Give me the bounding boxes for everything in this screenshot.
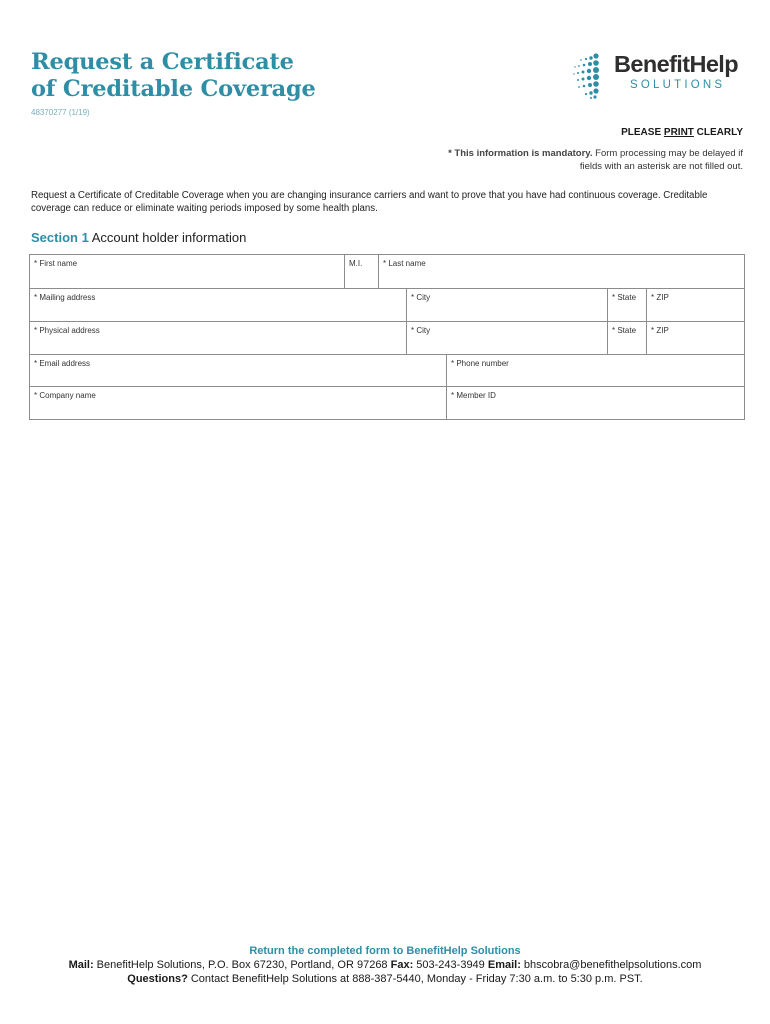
intro-paragraph: Request a Certificate of Creditable Coverage when you are changing insurance carriers and want to prove that you have had continuous coverage. Creditable coverage can reduce or eliminate waiting periods imposed by some health plans. xyxy=(31,190,708,214)
member-id-field[interactable]: * Member ID xyxy=(451,391,496,400)
return-instructions: Return the completed form to BenefitHelp Solutions xyxy=(249,945,521,957)
logo-wordmark: BenefitHelp xyxy=(614,51,738,77)
print-clearly-notice: PLEASE PRINT CLEARLY xyxy=(621,127,743,138)
form-id: 48370277 (1/19) xyxy=(31,108,90,117)
first-name-field[interactable]: * First name xyxy=(30,255,345,289)
mandatory-bold: * This information is mandatory. xyxy=(448,148,593,159)
phone-field[interactable]: * Phone number xyxy=(447,355,744,387)
questions-line: Questions? Contact BenefitHelp Solutions at 888-387-5440, Monday - Friday 7:30 a.m. to 5:30 p.m. PST. xyxy=(127,973,643,985)
logo-subtitle: SOLUTIONS xyxy=(630,79,726,91)
physical-city-field[interactable]: * City xyxy=(407,322,608,355)
section-number: Section 1 xyxy=(31,230,89,245)
account-holder-form xyxy=(29,254,745,420)
mailing-address-field[interactable]: * Mailing address xyxy=(30,289,407,322)
section-1-heading xyxy=(31,230,246,245)
print-word: PRINT xyxy=(663,127,694,138)
title-line-1: Request a Certificate xyxy=(31,49,294,75)
page-title xyxy=(31,49,316,103)
email-address: bhscobra@benefithelpsolutions.com xyxy=(520,959,702,971)
physical-state-field[interactable]: * State xyxy=(608,322,647,355)
title-line-2: of Creditable Coverage xyxy=(31,76,316,102)
mailing-zip-field[interactable]: * ZIP xyxy=(647,289,744,322)
physical-address-field[interactable]: * Physical address xyxy=(30,322,407,355)
physical-zip-field[interactable]: * ZIP xyxy=(647,322,744,355)
email-field[interactable]: * Email address xyxy=(30,355,447,387)
middle-initial-field[interactable]: M.I. xyxy=(345,255,379,289)
section-title: Account holder information xyxy=(88,230,247,245)
contact-line: Mail: BenefitHelp Solutions, P.O. Box 67230, Portland, OR 97268 Fax: 503-243-3949 Email: bhscobra@benefithelpsolutions.com xyxy=(68,959,702,971)
mandatory-notice: * This information is mandatory. Form processing may be delayed if fields with an asterisk are not filled out. xyxy=(448,148,743,172)
mailing-city-field[interactable]: * City xyxy=(407,289,608,322)
mailing-state-field[interactable]: * State xyxy=(608,289,647,322)
company-name-field[interactable]: * Company name xyxy=(30,387,447,419)
footer xyxy=(0,944,770,986)
last-name-field[interactable]: * Last name xyxy=(379,255,744,289)
company-logo xyxy=(570,50,750,102)
dot-cluster-icon xyxy=(570,50,614,102)
